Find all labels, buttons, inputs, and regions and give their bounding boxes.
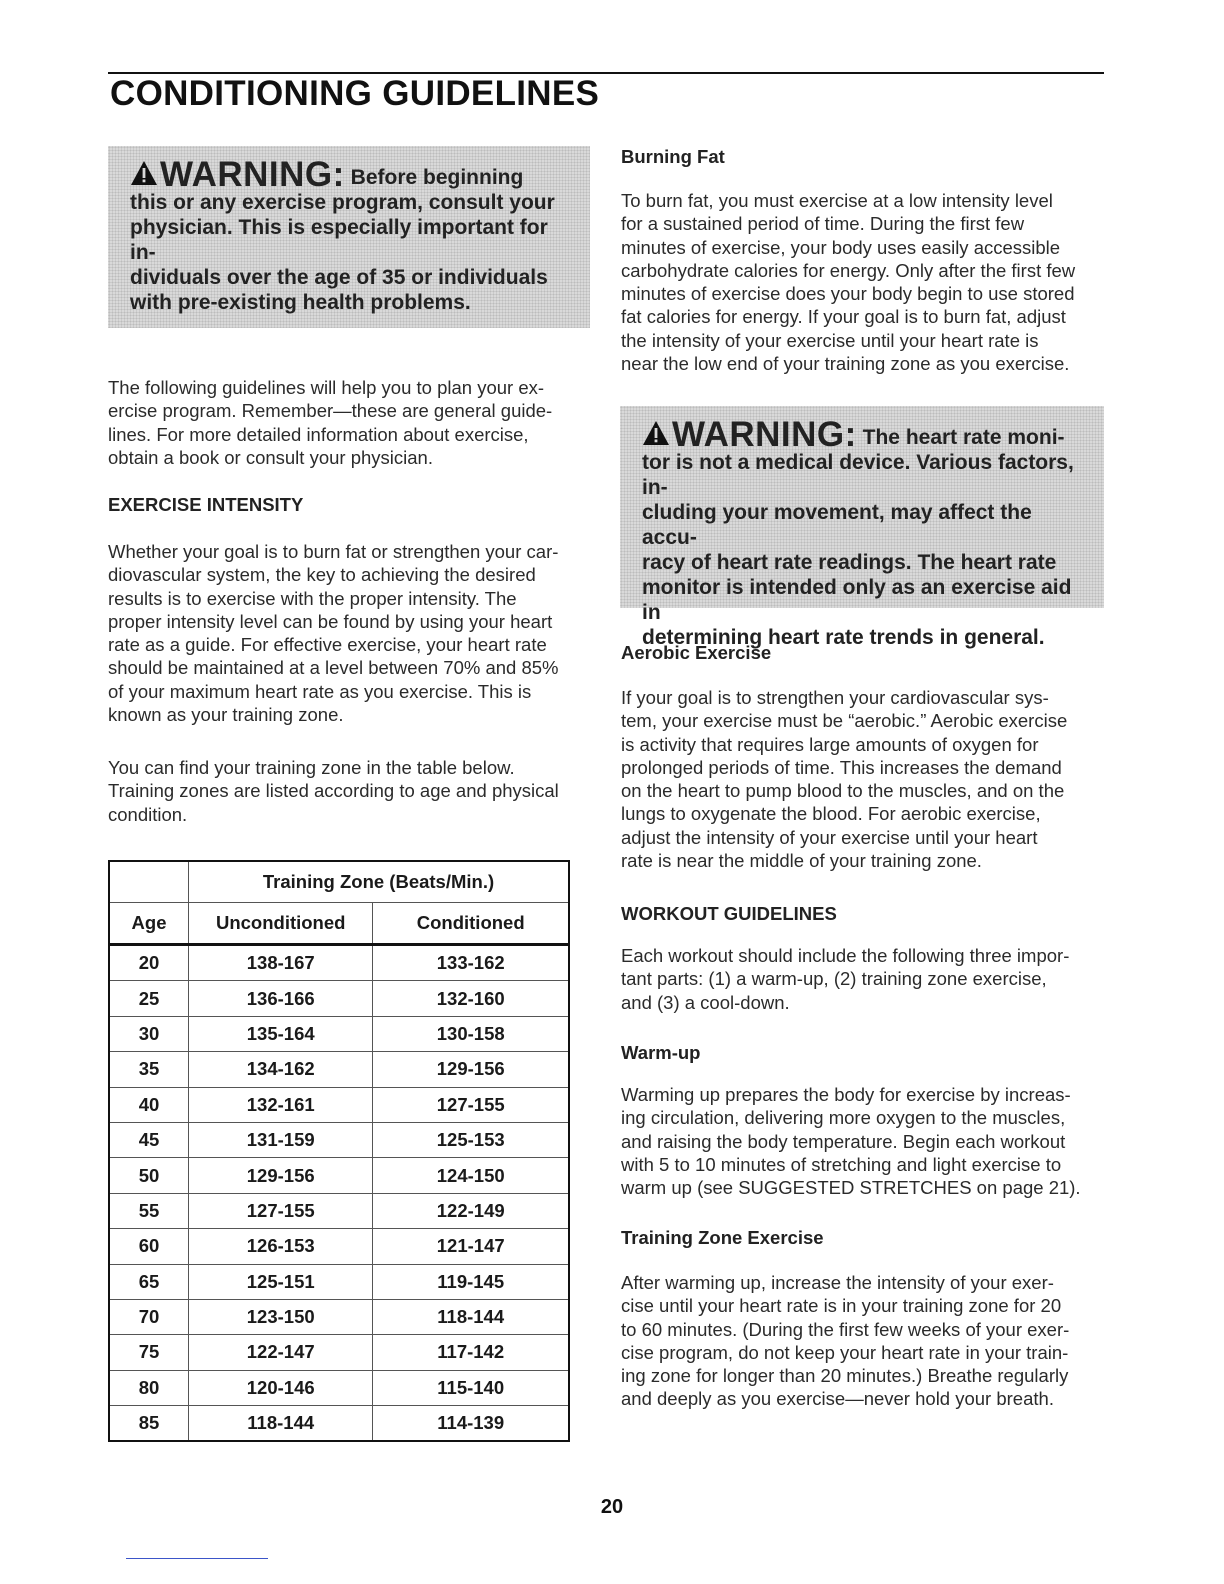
cell-age: 55 (109, 1193, 189, 1228)
table-row (109, 1406, 569, 1442)
column-header-age: Age (109, 903, 189, 945)
cell-conditioned: 133-162 (373, 945, 569, 981)
text-line: and (3) a cool-down. (621, 991, 790, 1013)
warning-title: WARNING: (160, 155, 345, 194)
text-line: Training zones are listed according to age and physical (108, 780, 559, 802)
training-zone-exercise-paragraph (621, 1271, 1111, 1411)
text-line: rate as a guide. For effective exercise, your heart rate (108, 634, 547, 656)
text-line: condition. (108, 803, 188, 825)
text-line: ing circulation, delivering more oxygen to the muscles, (621, 1107, 1066, 1129)
table-row (109, 1052, 569, 1087)
text-line: cise until your heart rate is in your training zone for 20 (621, 1295, 1062, 1317)
cell-unconditioned: 122-147 (189, 1335, 373, 1370)
cell-conditioned: 130-158 (373, 1016, 569, 1051)
warning-box-physician (108, 146, 590, 328)
heading-warm-up: Warm-up (621, 1042, 701, 1063)
cell-unconditioned: 126-153 (189, 1229, 373, 1264)
warning-box-heart-rate-monitor (620, 406, 1104, 649)
page-number: 20 (600, 1496, 624, 1518)
warning-triangle-icon (130, 160, 158, 186)
text-line: minutes of exercise, your body uses easily accessible (621, 236, 1061, 258)
text-line: lines. For more detailed information about exercise, (108, 423, 529, 445)
training-zone-find-paragraph (108, 756, 598, 826)
text-line: is activity that requires large amounts of oxygen for (621, 733, 1039, 755)
cell-conditioned: 121-147 (373, 1229, 569, 1264)
cell-unconditioned: 131-159 (189, 1122, 373, 1157)
cell-age: 45 (109, 1122, 189, 1157)
text-line: carbohydrate calories for energy. Only after the first few (621, 259, 1076, 281)
text-line: tant parts: (1) a warm-up, (2) training zone exercise, (621, 968, 1047, 990)
cell-conditioned: 115-140 (373, 1370, 569, 1405)
cell-unconditioned: 118-144 (189, 1406, 373, 1442)
text-line: proper intensity level can be found by using your heart (108, 610, 553, 632)
cell-age: 65 (109, 1264, 189, 1299)
heading-exercise-intensity: EXERCISE INTENSITY (108, 494, 304, 515)
workout-paragraph (621, 944, 1111, 1014)
cell-age: 60 (109, 1229, 189, 1264)
text-line: Warming up prepares the body for exercise by increas- (621, 1084, 1071, 1105)
text-line: prolonged periods of time. This increases the demand (621, 756, 1062, 778)
text-line: Each workout should include the following three impor- (621, 945, 1070, 966)
cell-conditioned: 132-160 (373, 981, 569, 1016)
page-title: CONDITIONING GUIDELINES (110, 74, 600, 113)
cell-unconditioned: 123-150 (189, 1299, 373, 1334)
table-row (109, 1335, 569, 1370)
cell-age: 35 (109, 1052, 189, 1087)
column-header-unconditioned: Unconditioned (189, 903, 373, 945)
warning-line: this or any exercise program, consult your (130, 191, 555, 214)
heading-training-zone-exercise: Training Zone Exercise (621, 1227, 824, 1248)
table-row (109, 1229, 569, 1264)
text-line: After warming up, increase the intensity of your exer- (621, 1272, 1054, 1293)
table-row (109, 1370, 569, 1405)
text-line: cise program, do not keep your heart rate in your train- (621, 1341, 1069, 1363)
cell-unconditioned: 134-162 (189, 1052, 373, 1087)
cell-conditioned: 122-149 (373, 1193, 569, 1228)
text-line: results is to exercise with the proper intensity. The (108, 587, 517, 609)
warning-line: with pre-existing health problems. (130, 291, 471, 314)
heading-workout-guidelines: WORKOUT GUIDELINES (621, 903, 837, 924)
table-row (109, 945, 569, 981)
cell-conditioned: 117-142 (373, 1335, 569, 1370)
warning-line: racy of heart rate readings. The heart rate (642, 551, 1057, 574)
text-line: The following guidelines will help you to plan your ex- (108, 377, 545, 398)
training-zone-table (108, 860, 570, 1442)
warning-line: dividuals over the age of 35 or individuals (130, 266, 548, 289)
cell-unconditioned: 120-146 (189, 1370, 373, 1405)
cell-age: 30 (109, 1016, 189, 1051)
cell-age: 80 (109, 1370, 189, 1405)
cell-unconditioned: 127-155 (189, 1193, 373, 1228)
text-line: lungs to oxygenate the blood. For aerobic exercise, (621, 803, 1041, 825)
table-row (109, 1016, 569, 1051)
exercise-intensity-paragraph (108, 540, 598, 726)
cell-conditioned: 114-139 (373, 1406, 569, 1442)
cell-age: 50 (109, 1158, 189, 1193)
warning-line: cluding your movement, may affect the accu- (642, 501, 1032, 549)
cell-age: 85 (109, 1406, 189, 1442)
text-line: ercise program. Remember—these are general guide- (108, 400, 553, 422)
text-line: and raising the body temperature. Begin each workout (621, 1130, 1066, 1152)
table-row (109, 1193, 569, 1228)
warning-line: determining heart rate trends in general. (642, 626, 1045, 649)
cell-unconditioned: 129-156 (189, 1158, 373, 1193)
cell-unconditioned: 135-164 (189, 1016, 373, 1051)
cell-unconditioned: 125-151 (189, 1264, 373, 1299)
table-group-header: Training Zone (Beats/Min.) (189, 861, 569, 903)
table-row (109, 1264, 569, 1299)
text-line: to 60 minutes. (During the first few weeks of your exer- (621, 1318, 1070, 1340)
cell-unconditioned: 138-167 (189, 945, 373, 981)
text-line: obtain a book or consult your physician. (108, 446, 433, 468)
warm-up-paragraph (621, 1083, 1111, 1199)
cell-age: 40 (109, 1087, 189, 1122)
cell-age: 25 (109, 981, 189, 1016)
warning-title: WARNING: (672, 415, 857, 454)
warning-line: monitor is intended only as an exercise aid in (642, 576, 1072, 624)
text-line: rate is near the middle of your training zone. (621, 850, 982, 872)
text-line: known as your training zone. (108, 704, 344, 726)
text-line: warm up (see SUGGESTED STRETCHES on page 21). (621, 1177, 1081, 1199)
warning-line: physician. This is especially important for in- (130, 216, 548, 264)
warning-lead: The heart rate moni- (862, 426, 1065, 449)
text-line: near the low end of your training zone as you exercise. (621, 353, 1070, 375)
text-line: To burn fat, you must exercise at a low intensity level (621, 190, 1053, 211)
text-line: minutes of exercise does your body begin to use stored (621, 283, 1075, 305)
footer-line (126, 1558, 268, 1559)
cell-conditioned: 127-155 (373, 1087, 569, 1122)
cell-unconditioned: 136-166 (189, 981, 373, 1016)
cell-conditioned: 118-144 (373, 1299, 569, 1334)
column-header-conditioned: Conditioned (373, 903, 569, 945)
heading-aerobic-exercise: Aerobic Exercise (621, 642, 772, 663)
text-line: on the heart to pump blood to the muscles, and on the (621, 780, 1065, 802)
cell-conditioned: 119-145 (373, 1264, 569, 1299)
cell-age: 20 (109, 945, 189, 981)
text-line: You can find your training zone in the table below. (108, 757, 515, 778)
table-row (109, 1087, 569, 1122)
cell-age: 75 (109, 1335, 189, 1370)
text-line: Whether your goal is to burn fat or strengthen your car- (108, 541, 559, 562)
cell-conditioned: 129-156 (373, 1052, 569, 1087)
intro-paragraph (108, 376, 598, 469)
text-line: fat calories for energy. If your goal is to burn fat, adjust (621, 306, 1066, 328)
text-line: and deeply as you exercise—never hold your breath. (621, 1388, 1054, 1410)
text-line: ing zone for longer than 20 minutes.) Breathe regularly (621, 1365, 1069, 1387)
text-line: adjust the intensity of your exercise until your heart (621, 826, 1038, 848)
text-line: for a sustained period of time. During the first few (621, 213, 1025, 235)
cell-conditioned: 125-153 (373, 1122, 569, 1157)
cell-conditioned: 124-150 (373, 1158, 569, 1193)
text-line: the intensity of your exercise until your heart rate is (621, 329, 1039, 351)
table-row (109, 981, 569, 1016)
text-line: should be maintained at a level between 70% and 85% (108, 657, 559, 679)
warning-triangle-icon (642, 420, 670, 446)
heading-burning-fat: Burning Fat (621, 146, 725, 167)
table-corner-cell (109, 861, 189, 903)
warning-lead: Before beginning (350, 166, 524, 189)
cell-age: 70 (109, 1299, 189, 1334)
text-line: diovascular system, the key to achieving the desired (108, 564, 536, 586)
cell-unconditioned: 132-161 (189, 1087, 373, 1122)
table-row (109, 1122, 569, 1157)
aerobic-paragraph (621, 686, 1111, 872)
text-line: tem, your exercise must be “aerobic.” Aerobic exercise (621, 710, 1068, 732)
text-line: with 5 to 10 minutes of stretching and light exercise to (621, 1153, 1062, 1175)
burning-fat-paragraph (621, 189, 1111, 375)
warning-line: tor is not a medical device. Various factors, in- (642, 451, 1074, 499)
text-line: of your maximum heart rate as you exercise. This is (108, 680, 532, 702)
table-row (109, 1158, 569, 1193)
table-row (109, 1299, 569, 1334)
text-line: If your goal is to strengthen your cardiovascular sys- (621, 687, 1049, 708)
